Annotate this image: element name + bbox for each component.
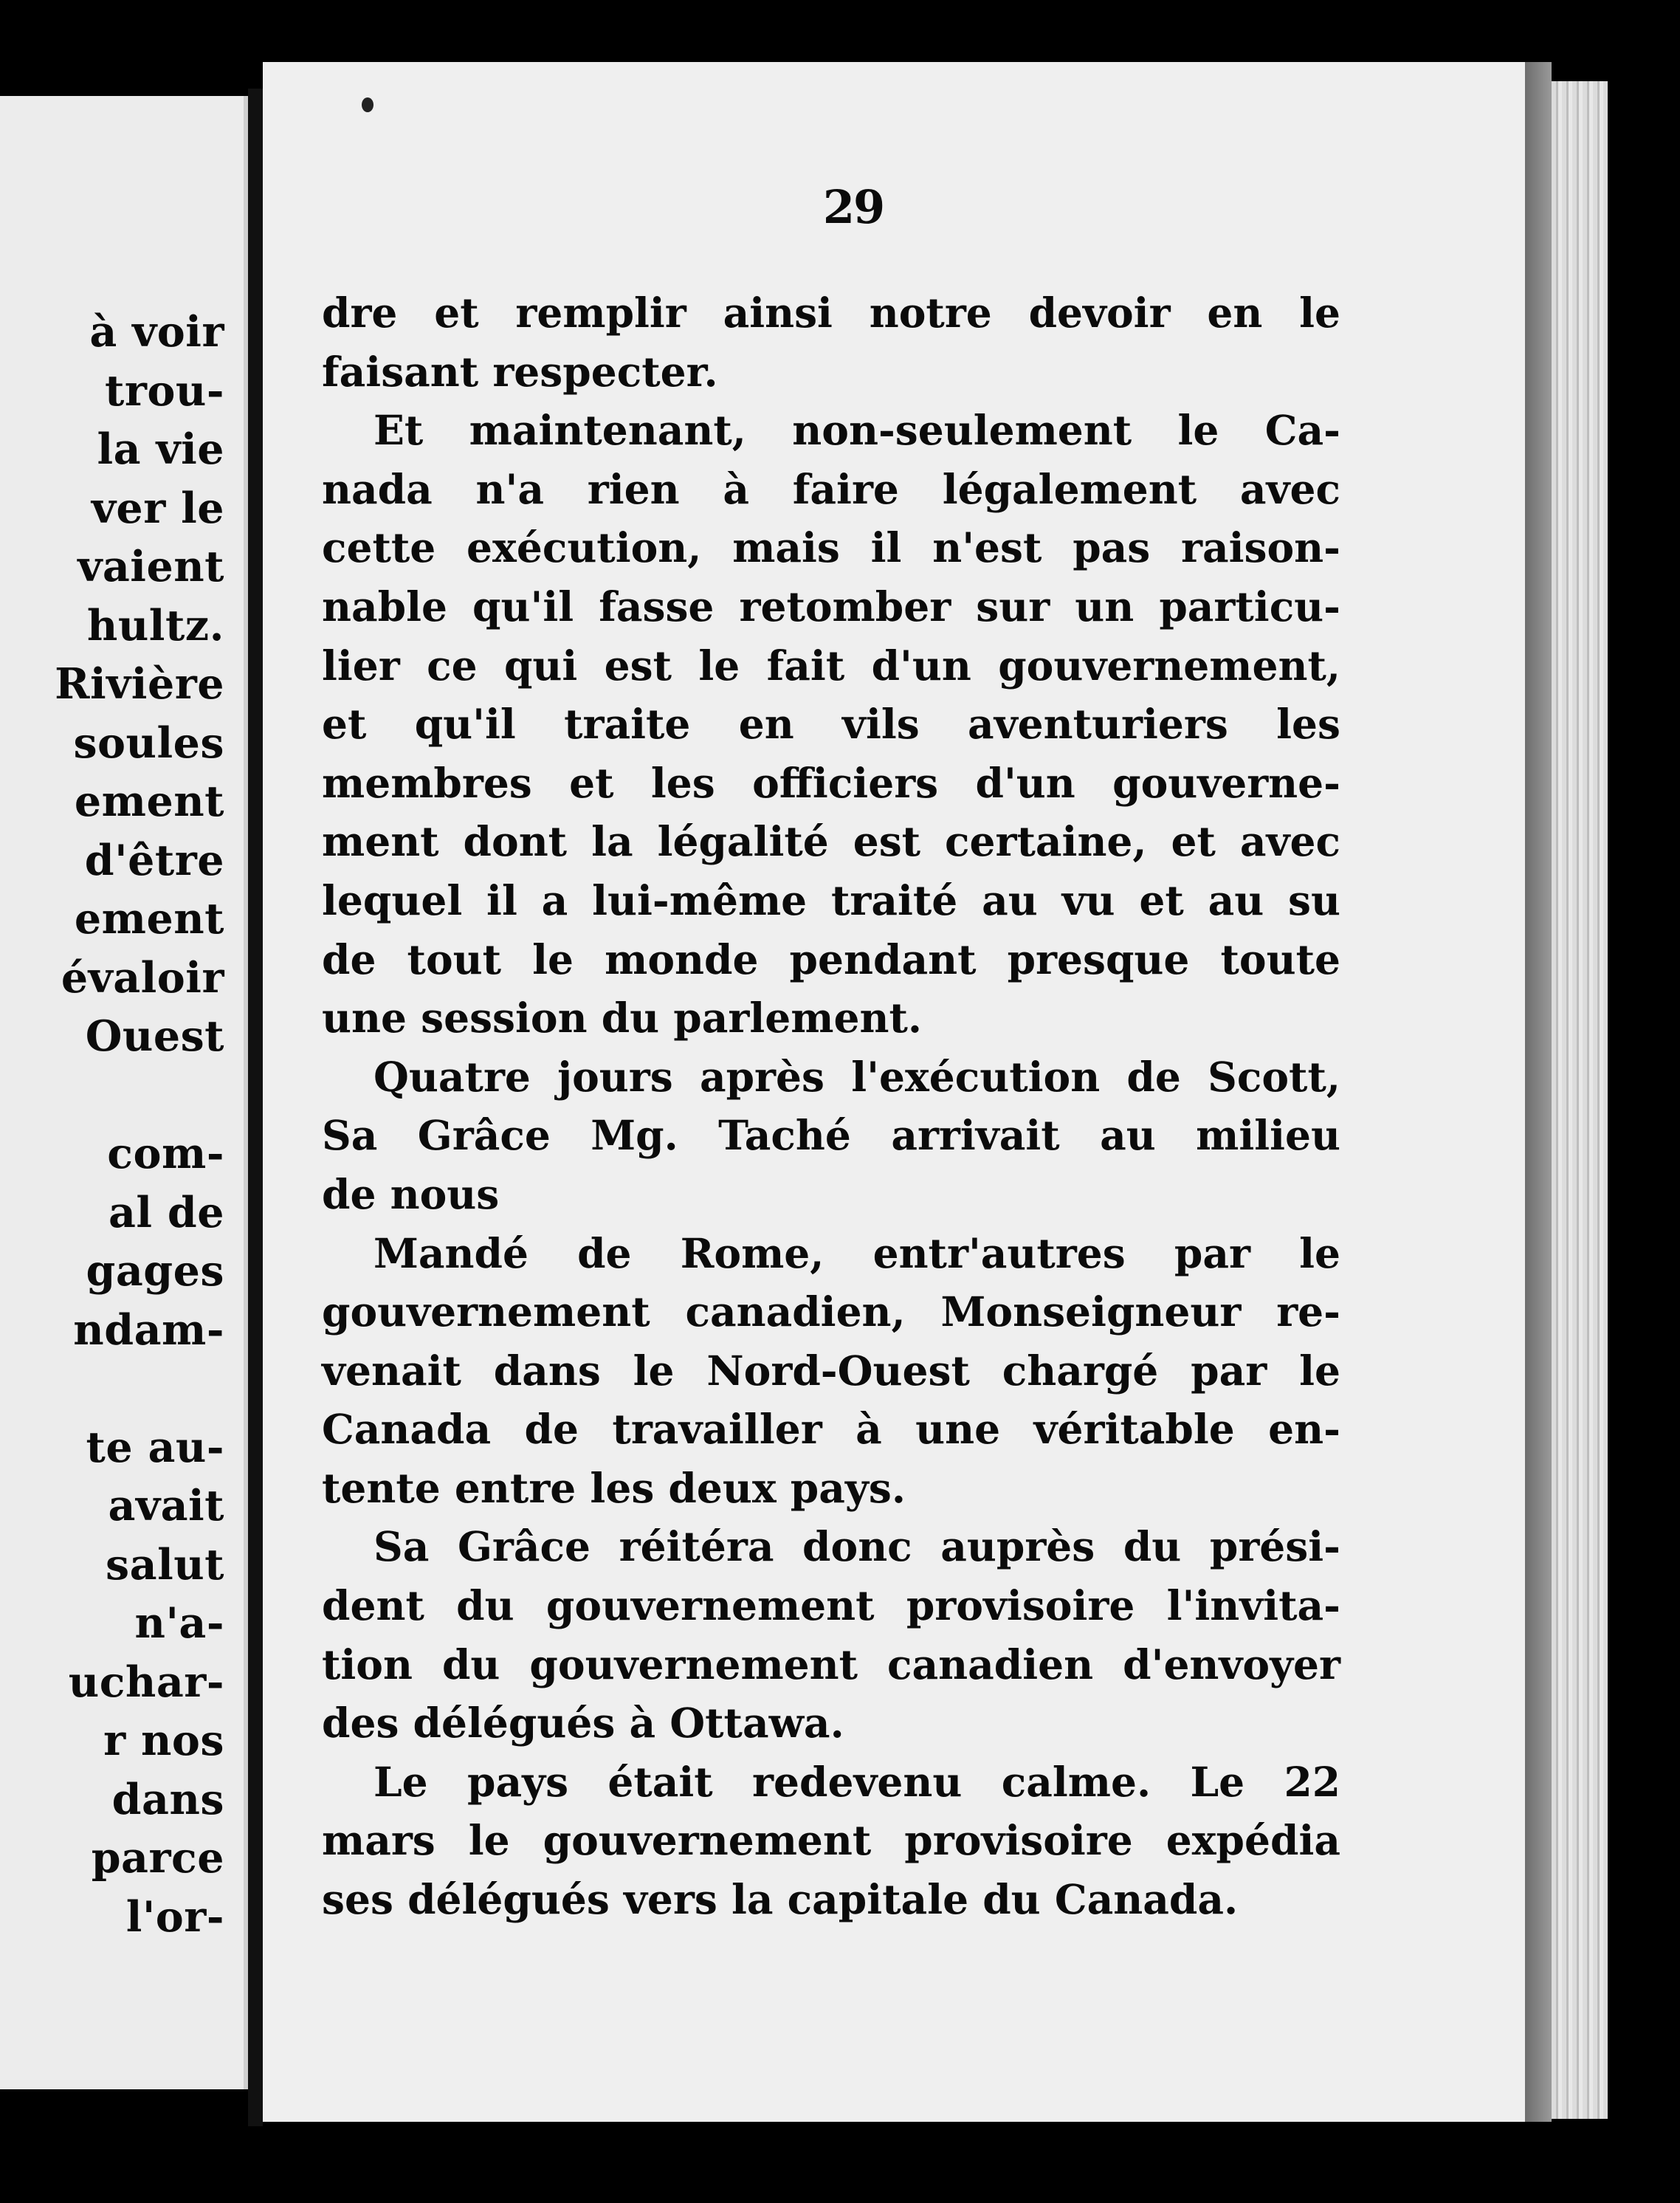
left-page-line: ndam- [73, 1305, 224, 1355]
text-line: gouvernement canadien, Monseigneur re- [322, 1288, 1340, 1336]
scan-border [1608, 0, 1680, 2203]
left-page-line: vaient [78, 542, 224, 591]
text-line: membres et les officiers d'un gouverne- [322, 758, 1340, 807]
page-edge-shadow [1525, 62, 1552, 2122]
left-page-line: avait [108, 1481, 224, 1530]
left-page-text [0, 303, 224, 1946]
text-line: ses délégués vers la capitale du Canada. [322, 1875, 1239, 1924]
left-facing-page [0, 96, 248, 2089]
left-page-line [0, 1066, 224, 1125]
left-page-line: l'or- [125, 1891, 224, 1942]
text-line: dent du gouvernement provisoire l'invita- [322, 1581, 1340, 1630]
text-line: Le pays était redevenu calme. Le 22 [373, 1757, 1340, 1806]
text-line: tente entre les deux pays. [322, 1463, 906, 1512]
left-page-line: ement [74, 894, 224, 944]
left-page-line: salut [106, 1539, 224, 1589]
left-page-line: gages [86, 1246, 224, 1296]
left-page-line: uchar- [68, 1657, 224, 1707]
text-line: des délégués à Ottawa. [322, 1699, 844, 1747]
left-page-line: n'a- [134, 1598, 224, 1648]
text-line: faisant respecter. [322, 347, 718, 396]
left-page-line: com- [107, 1129, 224, 1178]
text-line: mars le gouvernement provisoire expédia [322, 1816, 1340, 1865]
text-line: Et maintenant, non-seulement le Ca- [373, 406, 1340, 455]
text-line: de nous [322, 1169, 500, 1218]
left-page-line: trou- [105, 365, 224, 416]
text-line: lequel il a lui-même traité au vu et au su [322, 876, 1340, 924]
right-page [263, 62, 1525, 2122]
text-line: tion du gouvernement canadien d'envoyer [322, 1640, 1340, 1688]
left-page-line: al de [108, 1187, 224, 1237]
left-page-line: Rivière [55, 659, 224, 709]
text-line: nable qu'il fasse retomber sur un particu- [322, 582, 1340, 630]
left-page-line: parce [91, 1833, 224, 1883]
left-page-line: ement [74, 777, 224, 826]
page-number: 29 [822, 180, 884, 234]
left-page-line: évaloir [61, 952, 224, 1003]
left-page-line: hultz. [86, 600, 224, 650]
left-page-line [0, 1359, 224, 1418]
text-line: et qu'il traite en vils aventuriers les [322, 700, 1340, 749]
book-gutter [248, 89, 263, 2126]
text-line: Quatre jours après l'exécution de Scott, [373, 1052, 1340, 1101]
book-page-edges [1552, 81, 1608, 2119]
text-line: venait dans le Nord-Ouest chargé par le [322, 1346, 1340, 1395]
left-page-line: la vie [97, 425, 224, 474]
text-line: de tout le monde pendant presque toute [322, 935, 1340, 983]
page-body-text [322, 283, 1340, 1929]
left-page-line: à voir [89, 307, 224, 357]
text-line: dre et remplir ainsi notre devoir en le [322, 289, 1340, 337]
left-page-line: r nos [103, 1716, 224, 1765]
text-line: ment dont la légalité est certaine, et avec [322, 817, 1340, 866]
text-line: Canada de travailler à une véritable en- [322, 1405, 1340, 1454]
ink-spot [362, 97, 373, 112]
left-page-line: Ouest [85, 1011, 224, 1061]
text-line: Mandé de Rome, entr'autres par le [373, 1228, 1340, 1277]
text-line: lier ce qui est le fait d'un gouvernement, [322, 641, 1340, 690]
left-page-line: te au- [86, 1422, 224, 1472]
text-line: cette exécution, mais il n'est pas raison- [322, 523, 1340, 572]
left-page-line: ver le [91, 483, 224, 533]
left-page-line: dans [111, 1774, 224, 1824]
text-line: nada n'a rien à faire légalement avec [322, 464, 1340, 513]
text-line: Sa Grâce réitéra donc auprès du prési- [373, 1522, 1340, 1571]
text-line: Sa Grâce Mg. Taché arrivait au milieu [322, 1111, 1340, 1160]
text-line: une session du parlement. [322, 994, 922, 1042]
left-page-line: d'être [84, 835, 224, 885]
left-page-line: soules [73, 718, 224, 768]
